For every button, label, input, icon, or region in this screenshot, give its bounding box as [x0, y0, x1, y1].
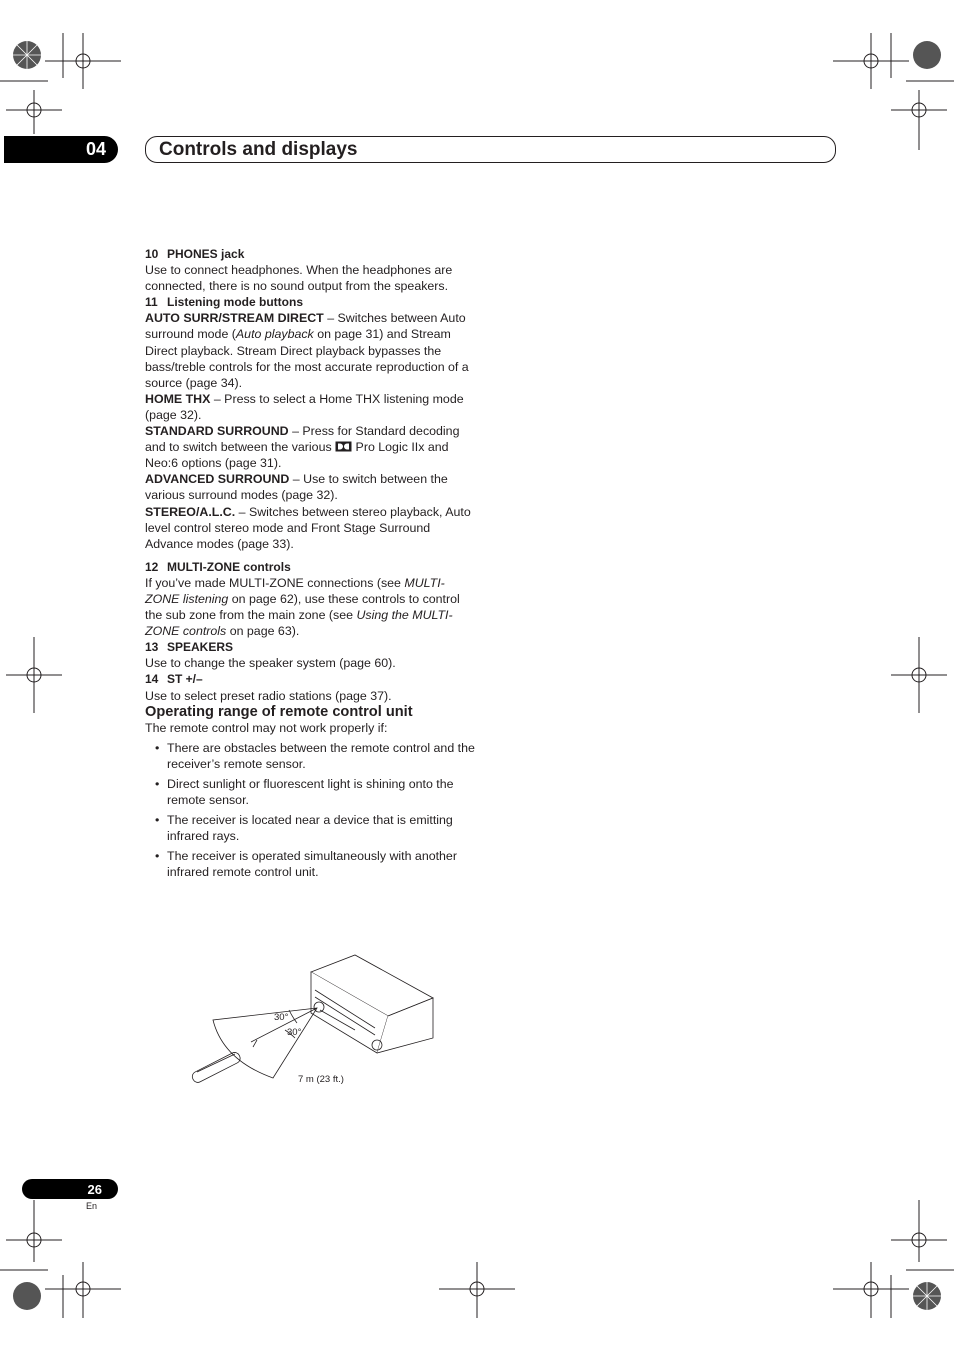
- item-10-body: Use to connect headphones. When the headphones are connected, there is no sound output from the speakers.: [145, 263, 453, 294]
- dolby-double-d-icon: [335, 441, 352, 452]
- standard-surround-description: STANDARD SURROUND – Press for Standard decoding and to switch between the various Pro Logic IIx and Neo:6 options (page 31).: [145, 424, 460, 471]
- item-12-heading: 12 MULTI-ZONE controls: [145, 559, 291, 574]
- angle-label-top: 30°: [274, 1012, 289, 1023]
- chapter-title-bar: [145, 136, 836, 163]
- angle-label-bottom: 30°: [287, 1027, 302, 1038]
- item-14-body: Use to select preset radio stations (page 37).: [145, 688, 392, 703]
- item-10-heading: 10 PHONES jack: [145, 247, 245, 261]
- item-13-heading: 13 SPEAKERS: [145, 640, 234, 655]
- auto-surr-description: AUTO SURR/STREAM DIRECT – Switches between Auto surround mode (Auto playback on page 31) and Stream Direct playback. Stream Direct playback bypasses the bass/treble controls for the most accurate reproduction of a source (page 34).: [145, 311, 469, 390]
- chapter-title: Controls and displays: [159, 138, 358, 160]
- list-item: • There are obstacles between the remote control and the receiver’s remote sensor.: [145, 740, 479, 772]
- chapter-number: 04: [85, 139, 106, 159]
- home-thx-description: HOME THX – Press to select a Home THX listening mode (page 32).: [145, 391, 464, 422]
- list-item: • The receiver is operated simultaneously with another infrared remote control unit.: [145, 848, 479, 880]
- list-item: • Direct sunlight or fluorescent light is shining onto the remote sensor.: [145, 776, 479, 808]
- item-11-heading: 11 Listening mode buttons: [145, 295, 303, 310]
- page-number: 26: [87, 1181, 102, 1197]
- remote-range-diagram: [185, 950, 445, 1090]
- content-column: [145, 246, 479, 885]
- section-intro: The remote control may not work properly if:: [145, 720, 388, 735]
- bullet-list: [145, 740, 479, 881]
- distance-label: 7 m (23 ft.): [298, 1074, 344, 1085]
- page-number-badge: [22, 1179, 118, 1199]
- item-12-body: If you’ve made MULTI-ZONE connections (see MULTI-ZONE listening on page 62), use these controls to control the sub zone from the main zone (see Using the MULTI-ZONE controls on page 63).: [145, 575, 460, 639]
- list-item: • The receiver is located near a device that is emitting infrared rays.: [145, 812, 479, 844]
- item-14-heading: 14 ST +/–: [145, 672, 203, 687]
- section-title: Operating range of remote control unit: [145, 703, 413, 720]
- item-13-body: Use to change the speaker system (page 60).: [145, 656, 396, 671]
- advanced-surround-description: ADVANCED SURROUND – Use to switch between the various surround modes (page 32).: [145, 472, 448, 503]
- chapter-number-badge: [4, 136, 118, 163]
- stereo-alc-description: STEREO/A.L.C. – Switches between stereo playback, Auto level control stereo mode and Front Stage Surround Advance modes (page 33).: [145, 504, 471, 551]
- page-language: En: [86, 1201, 98, 1211]
